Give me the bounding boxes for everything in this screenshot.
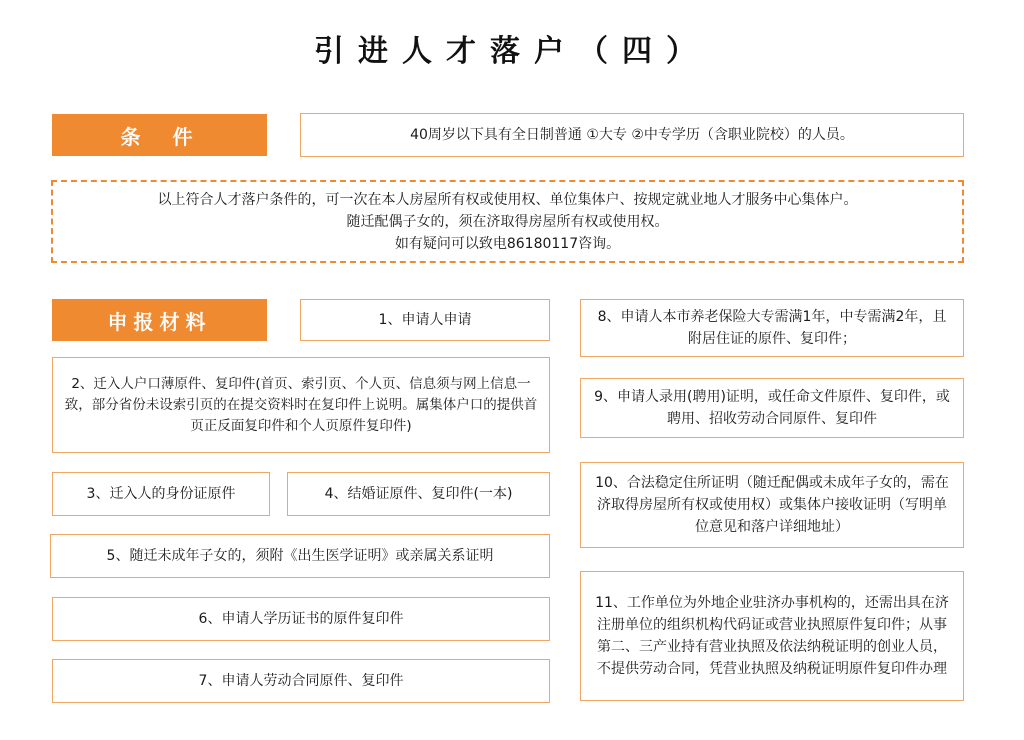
conditions-text: 40周岁以下具有全日制普通 ①大专 ②中专学历（含职业院校）的人员。 [300, 113, 964, 157]
material-item-1: 1、申请人申请 [300, 299, 550, 341]
material-item-5: 5、随迁未成年子女的，须附《出生医学证明》或亲属关系证明 [50, 534, 550, 578]
material-item-2: 2、迁入人户口薄原件、复印件(首页、索引页、个人页、信息须与网上信息一致，部分省份未设索引页的在提交资料时在复印件上说明。属集体户口的提供首页正反面复印件和个人页原件复印件) [52, 357, 550, 453]
note-line-3: 如有疑问可以致电86180117咨询。 [394, 235, 621, 252]
material-item-10: 10、合法稳定住所证明（随迁配偶或未成年子女的，需在济取得房屋所有权或使用权）或集体户接收证明（写明单位意见和落户详细地址） [580, 462, 964, 548]
note-box [51, 180, 964, 263]
material-item-7: 7、申请人劳动合同原件、复印件 [52, 659, 550, 703]
materials-label: 申报材料 [52, 299, 267, 341]
material-item-8: 8、申请人本市养老保险大专需满1年，中专需满2年，且附居住证的原件、复印件； [580, 299, 964, 357]
conditions-label: 条 件 [52, 114, 267, 156]
material-item-6: 6、申请人学历证书的原件复印件 [52, 597, 550, 641]
material-item-9: 9、申请人录用(聘用)证明，或任命文件原件、复印件，或聘用、招收劳动合同原件、复印件 [580, 378, 964, 438]
material-item-11: 11、工作单位为外地企业驻济办事机构的，还需出具在济注册单位的组织机构代码证或营业执照原件复印件；从事第二、三产业持有营业执照及依法纳税证明的创业人员，不提供劳动合同，凭营业执照及纳税证明原件复印件办理 [580, 571, 964, 701]
material-item-3: 3、迁入人的身份证原件 [52, 472, 270, 516]
note-line-1: 以上符合人才落户条件的，可一次在本人房屋所有权或使用权、单位集体户、按规定就业地人才服务中心集体户。 [157, 191, 858, 208]
material-item-4: 4、结婚证原件、复印件(一本) [287, 472, 550, 516]
note-line-2: 随迁配偶子女的，须在济取得房屋所有权或使用权。 [346, 213, 669, 230]
page-title: 引进人才落户（四） [314, 34, 710, 69]
